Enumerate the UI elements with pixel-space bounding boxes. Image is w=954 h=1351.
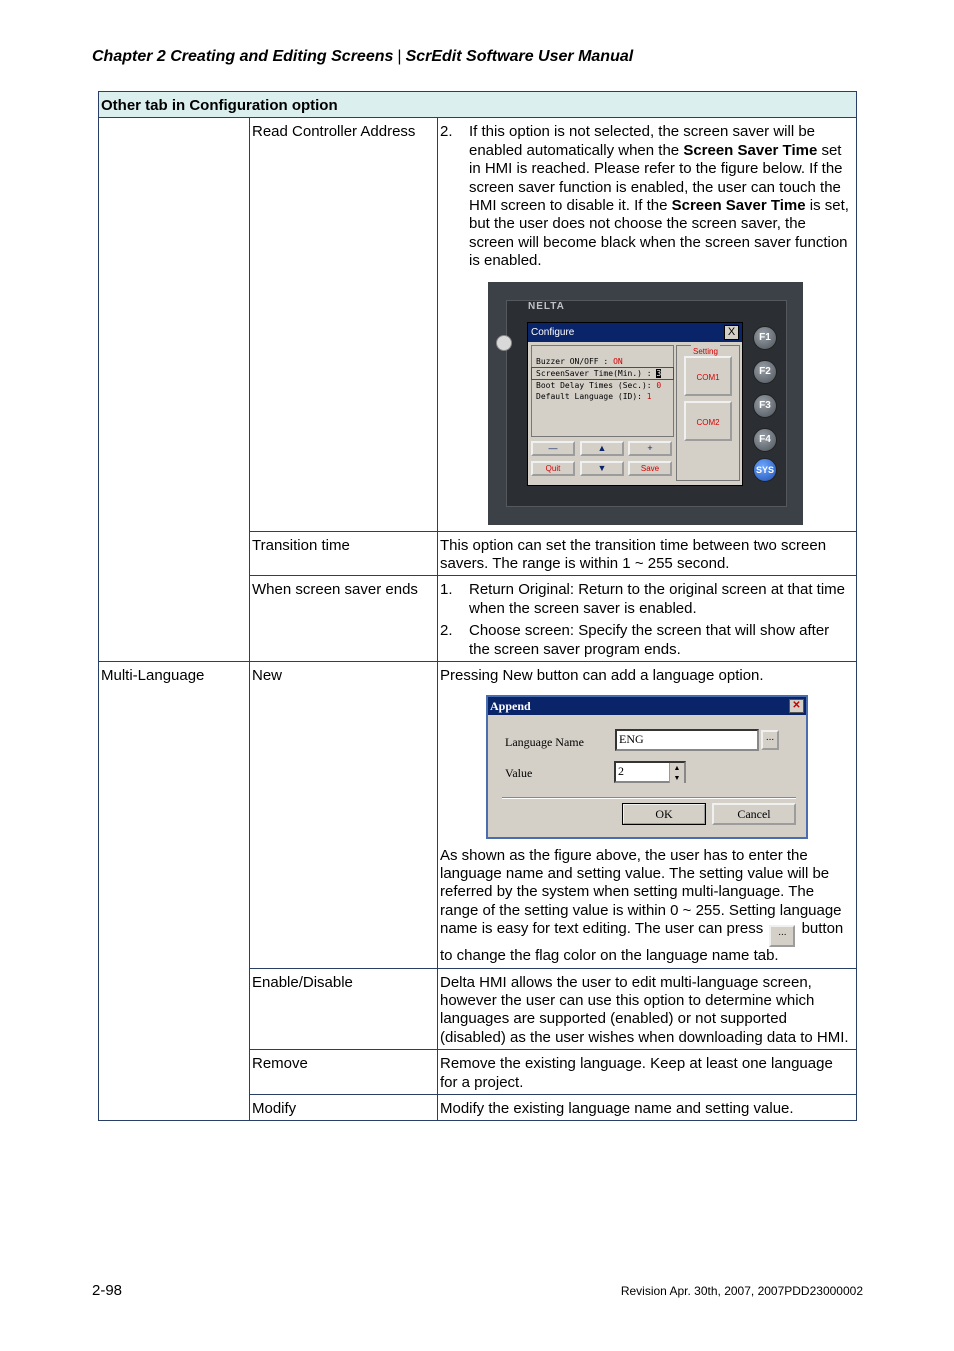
option-when-screen-saver-ends: When screen saver ends	[250, 576, 438, 662]
description-cell	[438, 662, 857, 968]
quit-button: Quit	[531, 461, 575, 476]
browse-button: ...	[761, 730, 779, 750]
config-row-default-language	[532, 391, 673, 402]
spinner-icon: ▲ ▼	[669, 763, 684, 783]
description-cell	[438, 576, 857, 662]
cancel-button: Cancel	[712, 803, 796, 825]
hmi-configure-dialog	[527, 322, 743, 486]
option-transition-time: Transition time	[250, 531, 438, 576]
language-name-label: Language Name	[505, 734, 584, 749]
config-label: Boot Delay Times (Sec.):	[536, 380, 657, 390]
category-cell-empty	[99, 118, 250, 662]
com1-button: COM1	[684, 356, 732, 396]
value-field-text: 2	[618, 763, 624, 778]
option-modify: Modify	[250, 1094, 438, 1120]
config-value: 1	[646, 391, 652, 401]
f3-key: F3	[753, 394, 777, 418]
config-row-screensaver-time	[531, 367, 674, 380]
table-row	[99, 662, 857, 968]
minus-icon: —	[531, 441, 575, 456]
chapter-title: Chapter 2 Creating and Editing Screens	[92, 48, 394, 65]
append-titlebar	[488, 697, 806, 715]
bold-term: Screen Saver Time	[671, 197, 806, 215]
language-name-field: ENG	[615, 729, 759, 751]
append-title: Append	[490, 698, 531, 713]
browse-button-icon: ...	[769, 925, 795, 947]
list-item	[440, 581, 854, 618]
config-value: 3	[656, 368, 662, 378]
description-cell: Modify the existing language name and setting value.	[438, 1094, 857, 1120]
dialog-divider	[502, 797, 796, 799]
hmi-brand-logo: NELTA	[528, 300, 565, 312]
list-text-part: set in HMI is reached. Please refer to the figure below. If the screen saver function is enabled, the user can touch the HMI screen to disable it. If the	[469, 141, 843, 215]
revision-note: Revision Apr. 30th, 2007, 2007PDD23000002	[620, 1284, 863, 1298]
close-icon: ✕	[789, 699, 804, 713]
bold-term: Screen Saver Time	[683, 141, 818, 159]
close-icon: X	[724, 325, 739, 340]
description-cell	[438, 118, 857, 531]
list-text-part: is set, but the user does not choose the screen saver, the screen will become black when the screen saver function is enabled.	[469, 197, 849, 270]
arrow-down-icon: ▼	[580, 461, 624, 476]
page-header	[92, 48, 633, 66]
list-number: 2.	[440, 622, 453, 640]
save-button: Save	[628, 461, 672, 476]
new-detail-text	[440, 847, 854, 966]
hmi-screen-figure	[488, 282, 803, 525]
description-cell: Remove the existing language. Keep at least one language for a project.	[438, 1050, 857, 1095]
config-label: Buzzer ON/OFF :	[536, 356, 614, 366]
list-item	[440, 622, 854, 659]
table-title: Other tab in Configuration option	[99, 92, 857, 118]
list-text: Return Original: Return to the original screen at that time when the screen saver is enabled.	[469, 581, 846, 617]
config-value: 0	[656, 380, 662, 390]
list-number: 1.	[440, 581, 453, 599]
f1-key: F1	[753, 326, 777, 350]
com2-button: COM2	[684, 401, 732, 441]
plus-icon: +	[628, 441, 672, 456]
append-dialog-figure	[486, 695, 808, 839]
power-icon	[496, 335, 512, 351]
config-row-boot-delay	[532, 380, 673, 391]
config-label: Default Language (ID):	[536, 391, 647, 401]
configuration-table	[98, 91, 857, 1121]
header-separator: |	[397, 48, 402, 65]
configure-title: Configure	[531, 326, 575, 338]
value-label: Value	[505, 765, 533, 780]
setting-group	[676, 345, 740, 481]
new-description: Pressing New button can add a language option.	[440, 667, 764, 685]
description-cell: This option can set the transition time between two screen savers. The range is within 1 ~ 255 second.	[438, 531, 857, 576]
page-number: 2-98	[92, 1282, 123, 1299]
description-cell: Delta HMI allows the user to edit multi-language screen, however the user can use this option to determine which languages are supported (enabled) or not supported (disabled) as the user wishes when downloading data to HMI.	[438, 968, 857, 1050]
config-value: ON	[613, 356, 623, 366]
table-row	[99, 118, 857, 531]
option-read-controller-address: Read Controller Address	[250, 118, 438, 531]
manual-title: ScrEdit Software User Manual	[405, 48, 634, 65]
config-row-buzzer	[532, 356, 673, 367]
table-title-row	[99, 92, 857, 118]
option-new: New	[250, 662, 438, 968]
option-remove: Remove	[250, 1050, 438, 1095]
option-enable-disable: Enable/Disable	[250, 968, 438, 1050]
ok-button: OK	[622, 803, 706, 825]
detail-text-part: As shown as the figure above, the user has to enter the language name and setting value. The setting value will be referred by the system when setting multi-language. The range of the setting value is within 0 ~ 255. Setting language name is easy for text editing. The user can press	[440, 846, 842, 938]
list-number: 2.	[440, 123, 453, 141]
detail-text-part: button to change the flag color on the language name tab.	[440, 920, 844, 965]
setting-label: Setting	[691, 343, 720, 361]
f4-key: F4	[753, 428, 777, 452]
arrow-up-icon: ▲	[580, 441, 624, 456]
list-item	[440, 123, 854, 270]
configure-settings-list	[531, 345, 674, 437]
category-multi-language: Multi-Language	[99, 662, 250, 1121]
configure-titlebar	[528, 323, 742, 342]
sys-key: SYS	[753, 458, 777, 482]
list-text-part: If this option is not selected, the screen saver will be enabled automatically when the	[469, 123, 816, 159]
value-field	[614, 761, 686, 783]
f2-key: F2	[753, 360, 777, 384]
config-label: ScreenSaver Time(Min.) :	[536, 368, 657, 378]
list-text: Choose screen: Specify the screen that will show after the screen saver program ends.	[469, 622, 830, 658]
